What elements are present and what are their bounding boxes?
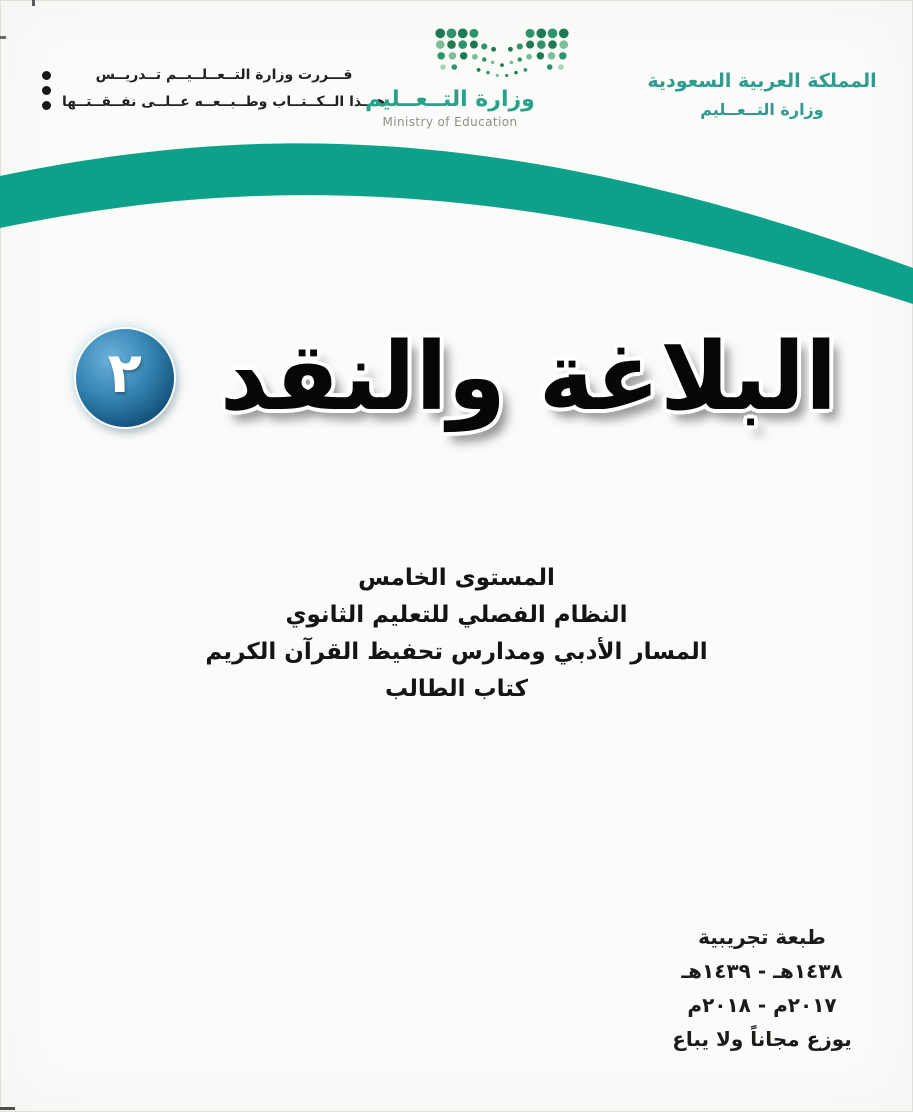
edition-free-notice: يوزع مجاناً ولا يباع: [672, 1027, 852, 1051]
edition-trial: طبعة تجريبية: [698, 925, 826, 949]
scan-artifact-left: [0, 36, 6, 39]
kingdom-ministry: وزارة التــعــليم: [700, 100, 824, 119]
ministry-logo: [345, 24, 580, 129]
subtitle-student-book: كتاب الطالب: [384, 676, 529, 702]
decree-bullets-icon: [42, 69, 51, 110]
ministry-name-arabic: وزارة التــعــليم: [365, 87, 535, 112]
scan-artifact-bottom: [0, 1107, 15, 1110]
decree-line-2: هـــذا الــكــتــاب وطــبــعــه عــلــى نفــقــتــها: [62, 94, 387, 110]
bullet-dot-icon: [42, 101, 51, 110]
level-number: ٢: [107, 341, 142, 406]
bullet-dot-icon: [42, 71, 51, 80]
book-title: البلاغة والنقد: [219, 323, 838, 432]
decree-statement: [42, 62, 386, 116]
bullet-dot-icon: [42, 86, 51, 95]
decree-text: [62, 62, 386, 116]
ministry-name-english: Ministry of Education: [382, 115, 518, 129]
subtitle-track: المسار الأدبي ومدارس تحفيظ القرآن الكريم: [205, 639, 708, 665]
subtitle-block: [0, 560, 913, 708]
decree-line-1: قـــررت وزارة التــعــلــيــم تــدريــس: [95, 67, 353, 83]
kingdom-header: [622, 70, 902, 119]
edition-hijri-years: ١٤٣٨هـ - ١٤٣٩هـ: [681, 959, 843, 983]
edition-block: [632, 920, 892, 1056]
subtitle-system: النظام الفصلي للتعليم الثانوي: [285, 602, 628, 628]
title-row: [0, 306, 913, 450]
subtitle-level: المستوى الخامس: [358, 565, 555, 591]
kingdom-name: المملكة العربية السعودية: [647, 70, 877, 92]
scan-artifact-top: [32, 0, 35, 6]
edition-gregorian-years: ٢٠١٧م - ٢٠١٨م: [687, 993, 837, 1017]
ministry-dots-icon: [431, 24, 573, 82]
level-2-badge-icon: [76, 329, 174, 427]
